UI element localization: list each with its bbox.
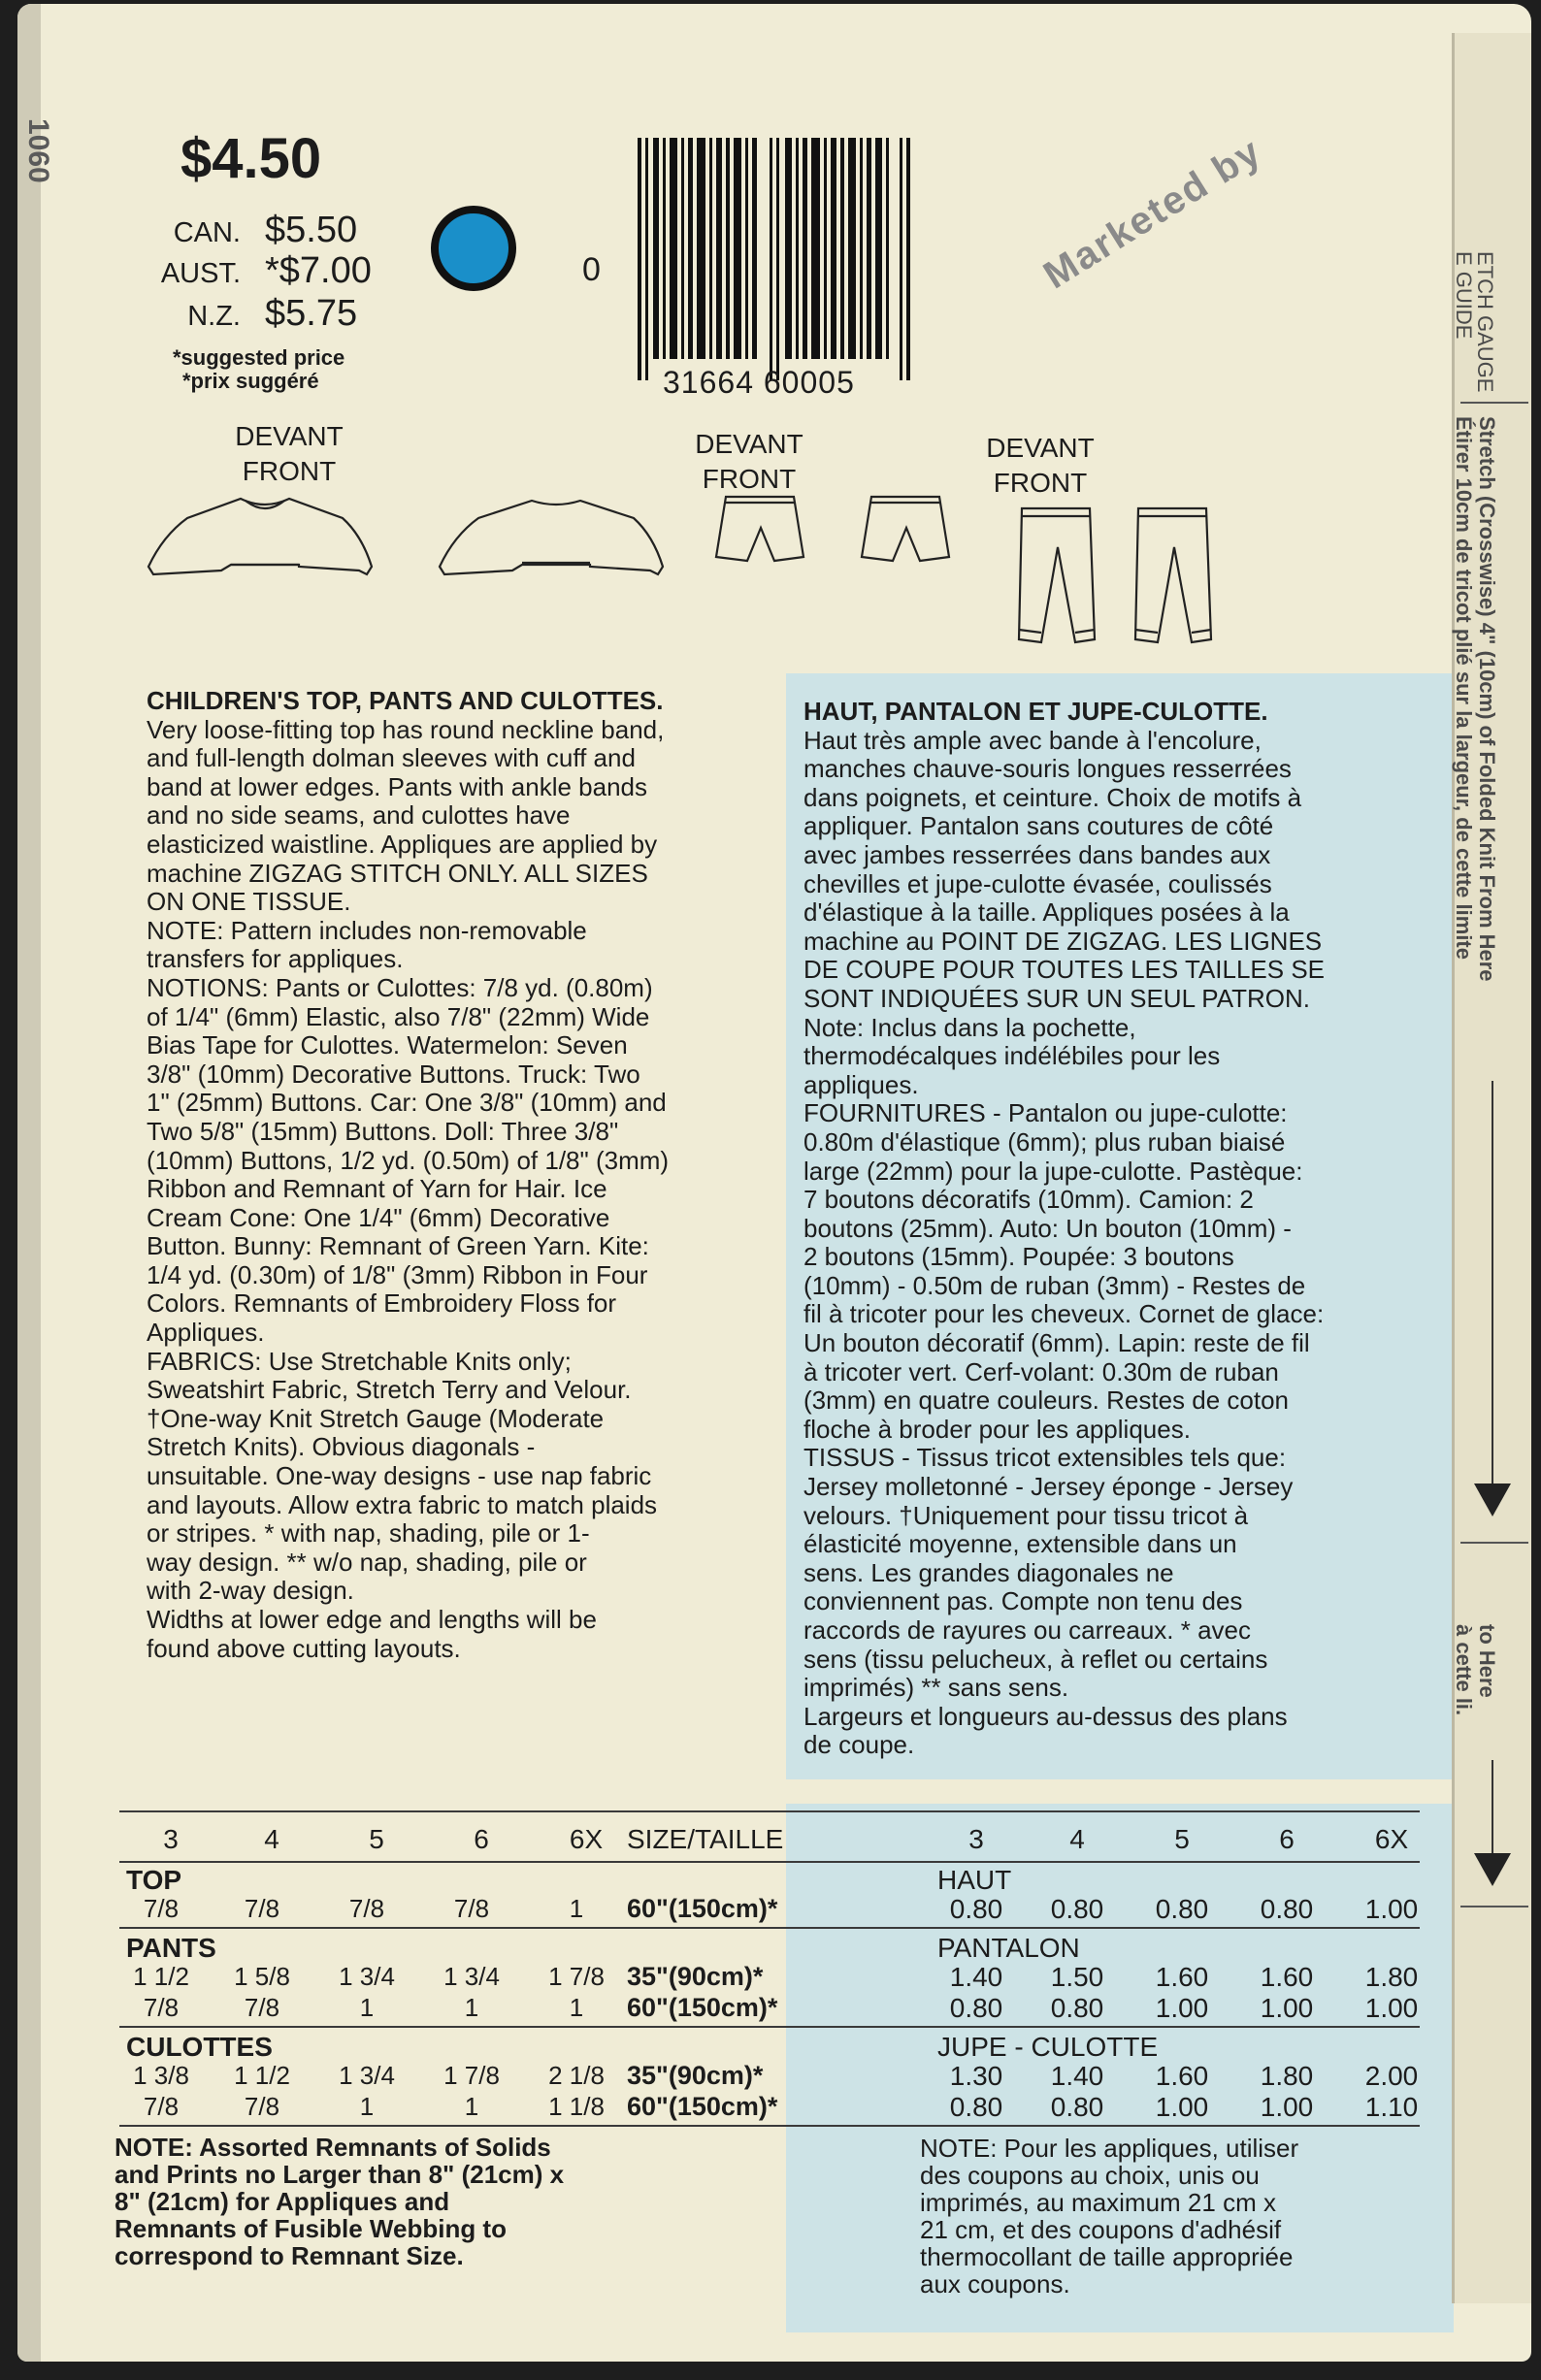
english-body-line: Very loose-fitting top has round neckline band, bbox=[147, 714, 665, 744]
barcode-icon bbox=[636, 138, 912, 390]
yardage-cell: 1 3/4 bbox=[339, 2061, 395, 2090]
metre-cell: 0.80 bbox=[1050, 1894, 1104, 1924]
pants-back-sketch-icon bbox=[1135, 508, 1211, 642]
metre-cell: 1.10 bbox=[1364, 2092, 1419, 2122]
yardage-cell: 7/8 bbox=[244, 1993, 280, 2022]
envelope-left-edge bbox=[17, 4, 41, 2362]
yardage-cell: 2 1/8 bbox=[548, 2061, 605, 2090]
english-body-line: ON ONE TISSUE. bbox=[147, 887, 351, 917]
yardage-cell: 1 bbox=[359, 2092, 375, 2121]
french-body bbox=[803, 727, 1434, 1760]
note-french-line: 21 cm, et des coupons d'adhésif bbox=[920, 2215, 1282, 2244]
french-body-line: large (22mm) pour la jupe-culotte. Pastèque: bbox=[803, 1156, 1303, 1186]
size-header-right: 4 bbox=[1069, 1824, 1085, 1854]
french-body-line: appliquer. Pantalon sans coutures de côté bbox=[803, 811, 1274, 841]
metre-cell: 1.80 bbox=[1364, 1962, 1419, 1992]
note-french-line: thermocollant de taille appropriée bbox=[920, 2242, 1294, 2271]
yardage-cell: 1 3/4 bbox=[443, 1962, 500, 1991]
metre-cell: 0.80 bbox=[1260, 1894, 1314, 1924]
french-description bbox=[803, 698, 1434, 1760]
pants-sketch-label-fr: DEVANT bbox=[986, 433, 1095, 463]
metre-cell: 2.00 bbox=[1364, 2061, 1419, 2091]
garment-sketches bbox=[144, 489, 1260, 673]
french-body-line: TISSUS - Tissus tricot extensibles tels que: bbox=[803, 1443, 1287, 1473]
note-french-line: aux coupons. bbox=[920, 2269, 1070, 2298]
metre-cell: 1.00 bbox=[1260, 1993, 1314, 2023]
english-body-line: of 1/4" (6mm) Elastic, also 7/8" (22mm) Wide bbox=[147, 1001, 650, 1031]
table-rule bbox=[119, 2125, 1420, 2127]
french-body-line: raccords de rayures ou carreaux. * avec bbox=[803, 1615, 1251, 1645]
yardage-cell: 1 bbox=[464, 2092, 479, 2121]
yardage-cell: 1 7/8 bbox=[548, 1962, 605, 1991]
metre-cell: 1.60 bbox=[1260, 1962, 1314, 1992]
french-body-line: 2 boutons (15mm). Poupée: 3 boutons bbox=[803, 1242, 1234, 1272]
french-body-line: Largeurs et longueurs au-dessus des plans bbox=[803, 1701, 1288, 1731]
gauge-arrow-down-icon-2 bbox=[1474, 1853, 1511, 1886]
english-body-line: †One-way Knit Stretch Gauge (Moderate bbox=[147, 1403, 605, 1433]
yardage-cell: 1 1/2 bbox=[234, 2061, 290, 2090]
french-body-line: SONT INDIQUÉES SUR UN SEUL PATRON. bbox=[803, 983, 1311, 1013]
note-english-line: Remnants of Fusible Webbing to bbox=[115, 2214, 507, 2243]
yardage-cell: 7/8 bbox=[348, 1894, 385, 1923]
metre-cell: 1.60 bbox=[1155, 1962, 1209, 1992]
note-english bbox=[115, 2134, 600, 2269]
french-body-line: 7 boutons décoratifs (10mm). Camion: 2 bbox=[803, 1185, 1254, 1215]
french-body-line: imprimés) ** sans sens. bbox=[803, 1673, 1069, 1703]
french-body-line: (10mm) - 0.50m de ruban (3mm) - Restes de bbox=[803, 1270, 1306, 1300]
french-body-line: chevilles et jupe-culotte évasée, coulissés bbox=[803, 868, 1272, 898]
note-french bbox=[920, 2135, 1425, 2298]
french-body-line: conviennent pas. Compte non tenu des bbox=[803, 1586, 1243, 1616]
english-body-line: Button. Bunny: Remnant of Green Yarn. Kite: bbox=[147, 1231, 649, 1261]
price-label-can: CAN. bbox=[173, 217, 241, 248]
english-title: CHILDREN'S TOP, PANTS AND CULOTTES. bbox=[147, 686, 664, 715]
note-french-line: NOTE: Pour les appliques, utiliser bbox=[920, 2134, 1299, 2163]
english-body-line: 3/8" (10mm) Decorative Buttons. Truck: Two bbox=[147, 1059, 640, 1089]
english-body-line: and layouts. Allow extra fabric to match plaids bbox=[147, 1489, 658, 1519]
fabric-width: 60"(150cm)* bbox=[627, 1993, 778, 2022]
pants-sketch-label-en: FRONT bbox=[993, 468, 1088, 498]
english-body-line: Cream Cone: One 1/4" (6mm) Decorative bbox=[147, 1202, 610, 1232]
english-body-line: unsuitable. One-way designs - use nap fabric bbox=[147, 1461, 652, 1491]
table-rule bbox=[119, 2026, 1420, 2028]
culottes-sketch-label-en: FRONT bbox=[702, 464, 797, 494]
french-body-line: Note: Inclus dans la pochette, bbox=[803, 1012, 1136, 1042]
fabric-width: 60"(150cm)* bbox=[627, 1894, 778, 1923]
note-french-line: imprimés, au maximum 21 cm x bbox=[920, 2188, 1276, 2217]
note-english-line: NOTE: Assorted Remnants of Solids bbox=[115, 2133, 551, 2162]
blue-dot-icon bbox=[431, 206, 516, 291]
metre-cell: 1.00 bbox=[1155, 2092, 1209, 2122]
metre-cell: 1.00 bbox=[1155, 1993, 1209, 2023]
english-body-line: and no side seams, and culottes have bbox=[147, 800, 571, 831]
yardage-cell: 7/8 bbox=[244, 2092, 280, 2121]
french-body-line: avec jambes resserrées dans bandes aux bbox=[803, 839, 1271, 869]
metre-cell: 1.40 bbox=[1050, 2061, 1104, 2091]
note-english-line: 8" (21cm) for Appliques and bbox=[115, 2187, 450, 2216]
price-value-aust: *$7.00 bbox=[265, 250, 372, 291]
metre-cell: 1.60 bbox=[1155, 2061, 1209, 2091]
gauge-bottom-text-fr: à cette li. bbox=[1452, 1624, 1476, 1716]
gauge-side-text: Stretch (Crosswise) 4" (10cm) of Folded Knit From Here bbox=[1475, 416, 1499, 982]
french-body-line: élasticité moyenne, extensible dans un bbox=[803, 1529, 1237, 1559]
english-description bbox=[147, 687, 775, 1663]
size-header-right: 5 bbox=[1174, 1824, 1190, 1854]
yardage-cell: 1 3/8 bbox=[133, 2061, 189, 2090]
yardage-cell: 7/8 bbox=[143, 1894, 180, 1923]
english-body-line: elasticized waistline. Appliques are applied by bbox=[147, 829, 658, 859]
french-body-line: (3mm) en quatre couleurs. Restes de coton bbox=[803, 1386, 1290, 1416]
table-rule bbox=[119, 1810, 1420, 1812]
metre-cell: 0.80 bbox=[1050, 1993, 1104, 2023]
gauge-arrow-up-line bbox=[1492, 1760, 1493, 1857]
metre-cell: 1.00 bbox=[1364, 1894, 1419, 1924]
english-body-line: 1" (25mm) Buttons. Car: One 3/8" (10mm) and bbox=[147, 1088, 667, 1118]
gauge-top-label-fr: E GUIDE bbox=[1452, 251, 1476, 340]
size-header-left: 5 bbox=[369, 1824, 384, 1854]
french-body-line: manches chauve-souris longues resserrées bbox=[803, 754, 1292, 784]
yardage-cell: 1 bbox=[359, 1993, 375, 2022]
top-sketch-label-en: FRONT bbox=[242, 456, 337, 486]
top-sketch-label-fr: DEVANT bbox=[235, 421, 344, 451]
metre-cell: 1.30 bbox=[949, 2061, 1003, 2091]
gauge-bottom-text: to Here bbox=[1475, 1624, 1499, 1698]
french-body-line: FOURNITURES - Pantalon ou jupe-culotte: bbox=[803, 1098, 1288, 1128]
english-body-line: Ribbon and Remnant of Yarn for Hair. Ice bbox=[147, 1174, 607, 1204]
gauge-rule-2 bbox=[1460, 1542, 1528, 1544]
note-french-line: des coupons au choix, unis ou bbox=[920, 2161, 1260, 2190]
yardage-cell: 7/8 bbox=[453, 1894, 490, 1923]
english-body-line: Two 5/8" (15mm) Buttons. Doll: Three 3/8" bbox=[147, 1116, 619, 1146]
yardage-cell: 1 bbox=[464, 1993, 479, 2022]
group-label-en: TOP bbox=[126, 1865, 182, 1895]
yardage-cell: 1 1/8 bbox=[548, 2092, 605, 2121]
gauge-rule bbox=[1460, 402, 1528, 404]
spine-pattern-number: 1060 bbox=[22, 118, 54, 183]
english-body-line: NOTE: Pattern includes non-removable bbox=[147, 915, 587, 945]
french-body-line: de coupe. bbox=[803, 1730, 915, 1760]
metre-cell: 0.80 bbox=[949, 2092, 1003, 2122]
metre-cell: 0.80 bbox=[949, 1993, 1003, 2023]
english-body-line: machine ZIGZAG STITCH ONLY. ALL SIZES bbox=[147, 858, 648, 888]
french-body-line: boutons (25mm). Auto: Un bouton (10mm) - bbox=[803, 1213, 1292, 1243]
english-body-line: Stretch Knits). Obvious diagonals - bbox=[147, 1432, 536, 1462]
metre-cell: 1.40 bbox=[949, 1962, 1003, 1992]
english-body-line: FABRICS: Use Stretchable Knits only; bbox=[147, 1346, 572, 1376]
culottes-sketch-label-fr: DEVANT bbox=[695, 429, 803, 459]
note-english-line: and Prints no Larger than 8" (21cm) x bbox=[115, 2160, 565, 2189]
barcode-digit-left: 0 bbox=[582, 251, 601, 288]
barcode-digits: 31664 60005 bbox=[663, 365, 855, 400]
english-body-line: with 2-way design. bbox=[147, 1576, 354, 1606]
metre-cell: 0.80 bbox=[1050, 2092, 1104, 2122]
size-header-left: 4 bbox=[264, 1824, 279, 1854]
yardage-cell: 1 3/4 bbox=[339, 1962, 395, 1991]
yardage-cell: 1 1/2 bbox=[133, 1962, 189, 1991]
yardage-cell: 7/8 bbox=[244, 1894, 280, 1923]
english-body-line: Colors. Remnants of Embroidery Floss for bbox=[147, 1288, 617, 1319]
french-body-line: à tricoter vert. Cerf-volant: 0.30m de ruban bbox=[803, 1356, 1279, 1386]
top-front-sketch-icon bbox=[148, 499, 372, 574]
size-header-right: 6X bbox=[1374, 1824, 1409, 1854]
fabric-width: 35"(90cm)* bbox=[627, 1962, 764, 1991]
gauge-arrow-line bbox=[1492, 1081, 1493, 1488]
english-body-line: or stripes. * with nap, shading, pile or 1- bbox=[147, 1518, 590, 1549]
price-main: $4.50 bbox=[180, 127, 322, 190]
group-label-fr: HAUT bbox=[937, 1865, 1012, 1895]
french-body-line: d'élastique à la taille. Appliques posées à la bbox=[803, 897, 1290, 928]
metre-cell: 1.80 bbox=[1260, 2061, 1314, 2091]
price-value-can: $5.50 bbox=[265, 210, 358, 250]
pants-front-sketch-icon bbox=[1019, 508, 1095, 642]
yardage-cell: 7/8 bbox=[143, 1993, 180, 2022]
suggested-price-note-fr: *prix suggéré bbox=[182, 369, 319, 393]
french-body-line: DE COUPE POUR TOUTES LES TAILLES SE bbox=[803, 955, 1326, 985]
group-label-fr: PANTALON bbox=[937, 1933, 1080, 1963]
english-body-line: Appliques. bbox=[147, 1318, 265, 1348]
yardage-cell: 7/8 bbox=[143, 2092, 180, 2121]
metre-cell: 1.50 bbox=[1050, 1962, 1104, 1992]
french-body-line: 0.80m d'élastique (6mm); plus ruban biaisé bbox=[803, 1126, 1286, 1157]
yardage-cell: 1 bbox=[569, 1993, 584, 2022]
gauge-side-text-fr: Étirer 10cm de tricot plié sur la largeur, de cette limite bbox=[1452, 416, 1476, 960]
size-header-left: 6X bbox=[569, 1824, 604, 1854]
metre-cell: 0.80 bbox=[949, 1894, 1003, 1924]
group-label-en: CULOTTES bbox=[126, 2032, 273, 2062]
metre-cell: 1.00 bbox=[1364, 1993, 1419, 2023]
french-body-line: machine au POINT DE ZIGZAG. LES LIGNES bbox=[803, 926, 1323, 956]
yardage-cell: 1 bbox=[569, 1894, 584, 1923]
french-body-line: fil à tricoter pour les cheveux. Cornet de glace: bbox=[803, 1299, 1325, 1329]
french-body-line: velours. †Uniquement pour tissu tricot à bbox=[803, 1500, 1249, 1530]
group-label-en: PANTS bbox=[126, 1933, 216, 1963]
french-body-line: dans poignets, et ceinture. Choix de motifs à bbox=[803, 782, 1302, 812]
english-body-line: found above cutting layouts. bbox=[147, 1633, 461, 1663]
english-body-line: (10mm) Buttons, 1/2 yd. (0.50m) of 1/8" (3mm) bbox=[147, 1145, 670, 1175]
pattern-envelope-back bbox=[17, 4, 1531, 2362]
size-header-left: 3 bbox=[163, 1824, 179, 1854]
size-header-right: 6 bbox=[1279, 1824, 1295, 1854]
table-rule bbox=[119, 1927, 1420, 1929]
fabric-width: 60"(150cm)* bbox=[627, 2092, 778, 2121]
french-body-line: sens (tissu pelucheux, à reflet ou certains bbox=[803, 1644, 1268, 1674]
english-body-line: Sweatshirt Fabric, Stretch Terry and Velour. bbox=[147, 1375, 632, 1405]
english-body-line: 1/4 yd. (0.30m) of 1/8" (3mm) Ribbon in Four bbox=[147, 1259, 648, 1289]
french-body-line: sens. Les grandes diagonales ne bbox=[803, 1557, 1174, 1587]
size-header-label: SIZE/TAILLE bbox=[627, 1824, 784, 1854]
culottes-back-sketch-icon bbox=[862, 497, 949, 561]
english-body bbox=[147, 716, 775, 1664]
metre-cell: 0.80 bbox=[1155, 1894, 1209, 1924]
yardage-cell: 1 5/8 bbox=[234, 1962, 290, 1991]
metre-cell: 1.00 bbox=[1260, 2092, 1314, 2122]
english-body-line: band at lower edges. Pants with ankle bands bbox=[147, 771, 648, 801]
price-label-aust: AUST. bbox=[160, 258, 241, 289]
french-body-line: thermodécalques indélébiles pour les bbox=[803, 1041, 1221, 1071]
french-body-line: appliques. bbox=[803, 1069, 919, 1099]
size-header-right: 3 bbox=[968, 1824, 984, 1854]
price-label-nz: N.Z. bbox=[187, 301, 241, 332]
french-body-line: Jersey molletonné - Jersey éponge - Jersey bbox=[803, 1472, 1294, 1502]
note-english-line: correspond to Remnant Size. bbox=[115, 2241, 464, 2270]
culottes-front-sketch-icon bbox=[716, 497, 803, 561]
top-sketch-label bbox=[212, 419, 367, 489]
gauge-top-label: ETCH GAUGE bbox=[1473, 251, 1497, 393]
price-value-nz: $5.75 bbox=[265, 293, 358, 334]
yardage-cell: 1 7/8 bbox=[443, 2061, 500, 2090]
english-body-line: transfers for appliques. bbox=[147, 944, 404, 974]
french-body-line: Haut très ample avec bande à l'encolure, bbox=[803, 725, 1262, 755]
english-body-line: NOTIONS: Pants or Culottes: 7/8 yd. (0.80m) bbox=[147, 972, 653, 1002]
size-header-left: 6 bbox=[474, 1824, 489, 1854]
top-back-sketch-icon bbox=[440, 501, 663, 574]
fabric-width: 35"(90cm)* bbox=[627, 2061, 764, 2090]
english-body-line: way design. ** w/o nap, shading, pile or bbox=[147, 1547, 587, 1577]
marketed-stamp: Marketed by bbox=[1036, 129, 1269, 298]
english-body-line: Widths at lower edge and lengths will be bbox=[147, 1605, 597, 1634]
english-body-line: and full-length dolman sleeves with cuff and bbox=[147, 743, 636, 773]
french-title: HAUT, PANTALON ET JUPE-CULOTTE. bbox=[803, 697, 1268, 726]
culottes-sketch-label bbox=[672, 427, 827, 497]
french-body-line: Un bouton décoratif (6mm). Lapin: reste de fil bbox=[803, 1328, 1310, 1358]
suggested-price-note: *suggested price bbox=[173, 345, 345, 370]
stretch-gauge-flap bbox=[1452, 33, 1531, 2303]
gauge-arrow-down-icon bbox=[1474, 1483, 1511, 1516]
french-body-line: floche à broder pour les appliques. bbox=[803, 1414, 1191, 1444]
english-body-line: Bias Tape for Culottes. Watermelon: Seven bbox=[147, 1030, 628, 1060]
group-label-fr: JUPE - CULOTTE bbox=[937, 2032, 1159, 2062]
gauge-rule-3 bbox=[1460, 1906, 1528, 1907]
table-rule bbox=[119, 1861, 1420, 1863]
